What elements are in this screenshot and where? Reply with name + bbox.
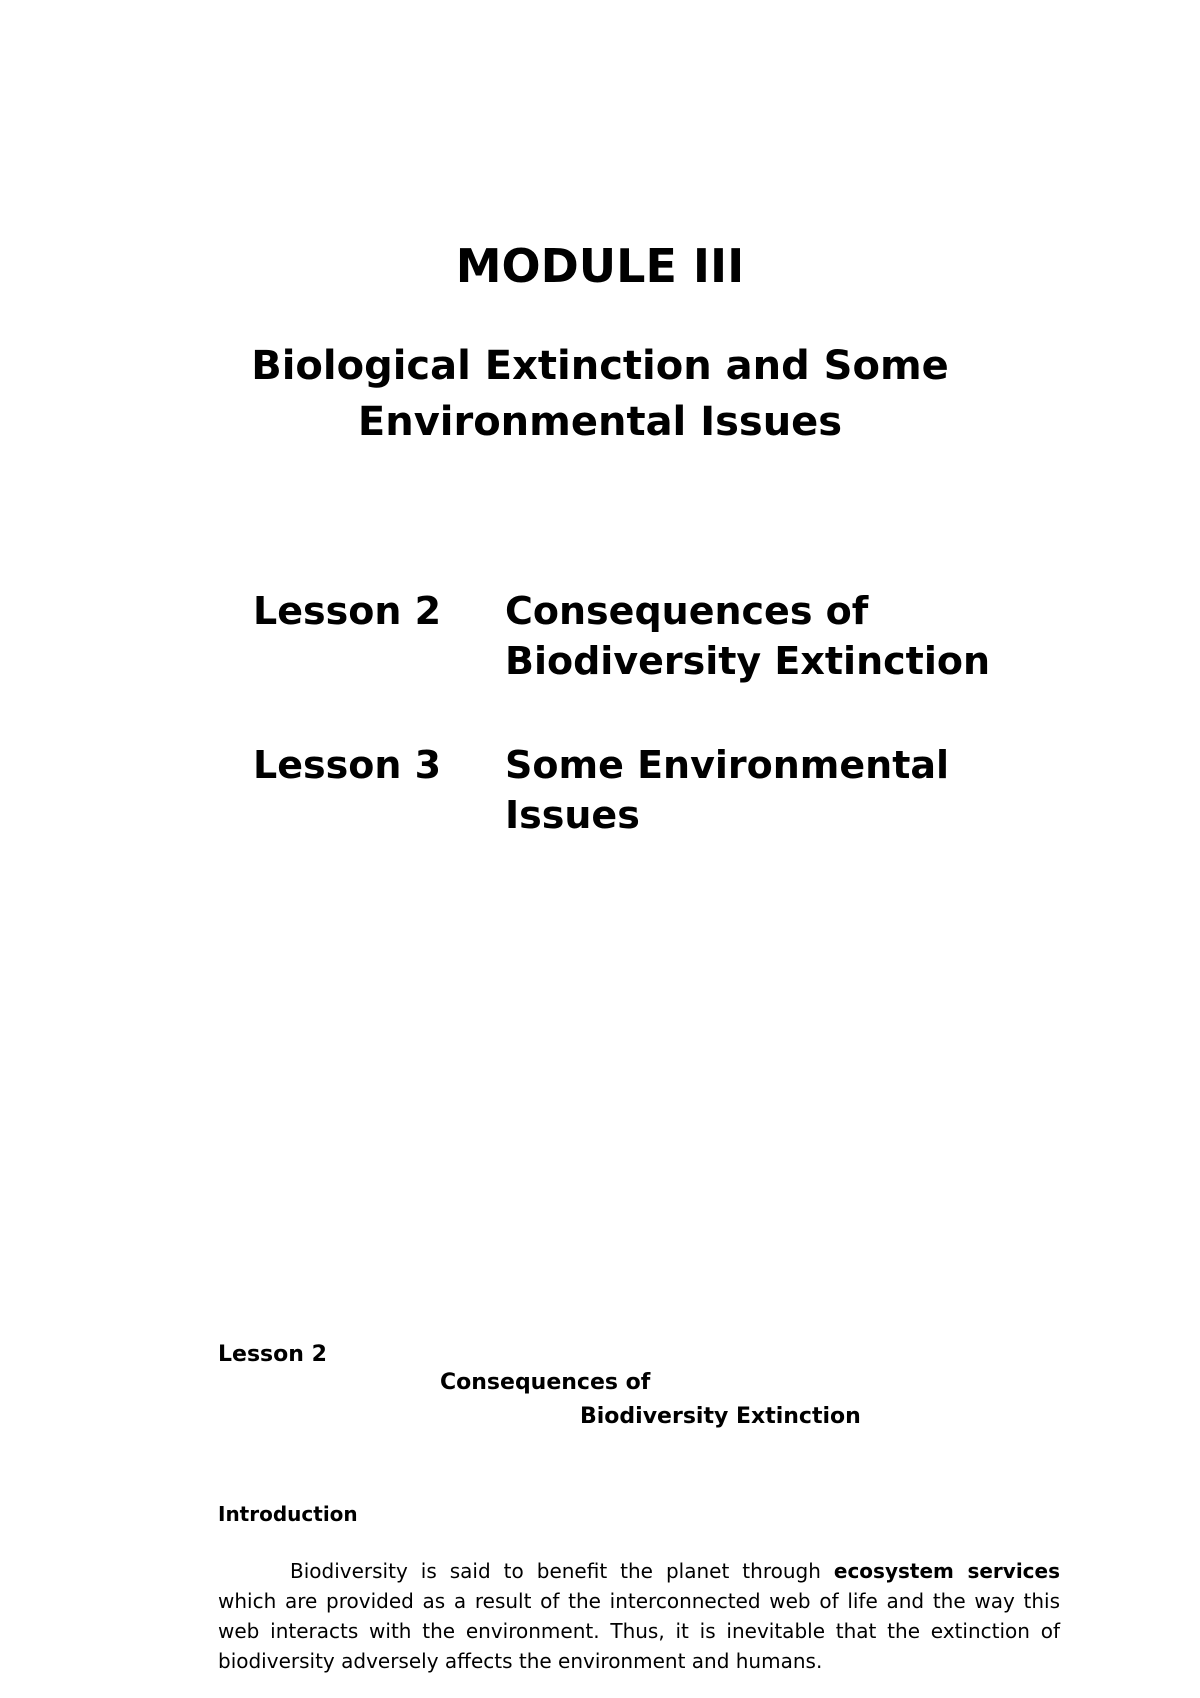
toc-lesson-2-number: Lesson 2 xyxy=(253,589,442,633)
introduction-text-before: Biodiversity is said to benefit the planet through xyxy=(290,1559,834,1583)
lesson-header-title-line1: Consequences of xyxy=(440,1370,651,1395)
introduction-paragraph xyxy=(218,1556,1060,1676)
module-subtitle: Biological Extinction and Some Environmental Issues xyxy=(251,343,949,445)
toc-lesson-3-number: Lesson 3 xyxy=(253,743,442,787)
lesson-header-number: Lesson 2 xyxy=(218,1342,327,1367)
toc-lesson-3-title: Some Environmental Issues xyxy=(505,743,950,837)
module-title: MODULE III xyxy=(455,239,745,293)
toc-lesson-2-title: Consequences of Biodiversity Extinction xyxy=(505,589,991,683)
lesson-header-title-line2: Biodiversity Extinction xyxy=(580,1404,861,1429)
introduction-heading: Introduction xyxy=(218,1502,358,1526)
ecosystem-services-term: ecosystem services xyxy=(833,1559,1061,1583)
introduction-text-after: which are provided as a result of the interconnected web of life and the way this web interacts with the environment. Thus, it is inevitable that the extinction of biodiversity adversely affects the environment and humans. xyxy=(218,1589,1060,1673)
